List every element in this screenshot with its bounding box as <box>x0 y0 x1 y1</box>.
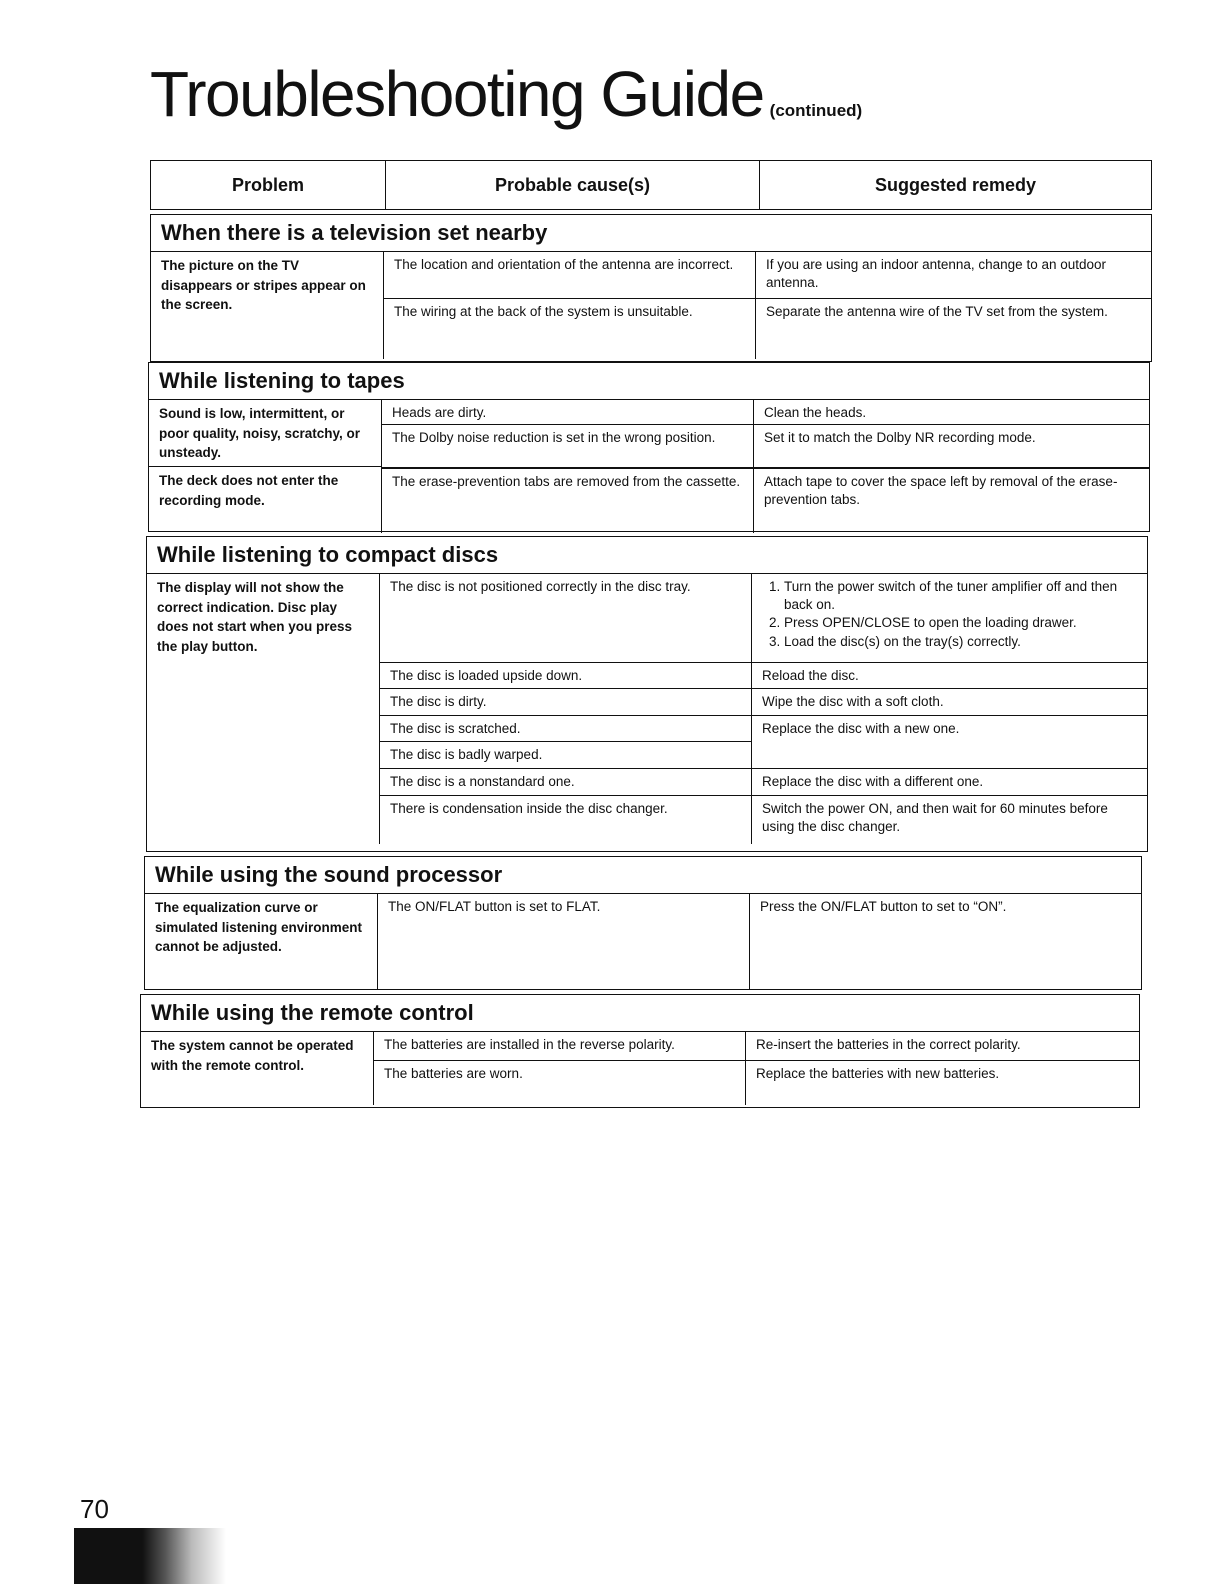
table-row <box>380 796 1147 844</box>
cause-cell: There is condensation inside the disc changer. <box>380 796 752 844</box>
section-body <box>145 894 1141 989</box>
remedy-cell: If you are using an indoor antenna, change to an outdoor antenna. <box>766 257 1107 291</box>
problem-text: The picture on the TV disappears or stripes appear on the screen. <box>161 258 366 313</box>
table-row <box>382 468 1149 533</box>
remedy-cell: Set it to match the Dolby NR recording mode. <box>764 430 1036 445</box>
column-header-problem: Problem <box>151 161 386 209</box>
cause-cell: The batteries are installed in the reverse polarity. <box>374 1032 746 1060</box>
remedy-cell: Replace the disc with a different one. <box>762 774 984 789</box>
table-row <box>380 716 1147 742</box>
table-row <box>380 769 1147 796</box>
section-television <box>150 214 1152 362</box>
problem-column <box>145 894 378 989</box>
table-row <box>382 400 1149 425</box>
section-title: While using the remote control <box>141 995 1139 1032</box>
cause-cell: Heads are dirty. <box>382 400 754 424</box>
column-header-remedy: Suggested remedy <box>874 174 1037 195</box>
remedy-steps <box>752 574 1147 662</box>
remedy-cell: Switch the power ON, and then wait for 60 minutes before using the disc changer. <box>762 801 1108 835</box>
problem-column <box>151 252 384 359</box>
remedy-cell: Clean the heads. <box>764 405 867 420</box>
problem-column <box>149 400 382 533</box>
section-body <box>147 574 1147 844</box>
table-row <box>380 689 1147 716</box>
remedy-cell: Separate the antenna wire of the TV set from the system. <box>766 304 1108 319</box>
remedy-cell: Reload the disc. <box>762 668 859 683</box>
section-body <box>151 252 1151 359</box>
problem-text: The system cannot be operated with the remote control. <box>151 1038 354 1073</box>
cause-cell: The disc is badly warped. <box>380 742 752 768</box>
problem-text: The deck does not enter the recording mode. <box>149 466 381 514</box>
remedy-cell: Wipe the disc with a soft cloth. <box>762 694 944 709</box>
table-row <box>374 1032 1139 1061</box>
remedy-cell: Attach tape to cover the space left by removal of the erase-prevention tabs. <box>764 474 1118 508</box>
cause-cell: The ON/FLAT button is set to FLAT. <box>378 894 750 989</box>
column-header-cause: Probable cause(s) <box>386 161 760 209</box>
table-row <box>384 252 1151 299</box>
cause-cell: The disc is a nonstandard one. <box>380 769 752 795</box>
cause-remedy-column <box>380 574 1147 844</box>
problem-column <box>147 574 380 844</box>
section-remote-control <box>140 994 1140 1108</box>
table-row <box>382 425 1149 468</box>
remedy-cell <box>752 742 1147 768</box>
column-header-row <box>150 160 1152 210</box>
cause-remedy-column <box>382 400 1149 533</box>
table-row <box>380 574 1147 663</box>
table-row <box>380 742 1147 769</box>
cause-cell: The wiring at the back of the system is unsuitable. <box>384 299 756 359</box>
remedy-cell: Press the ON/FLAT button to set to “ON”. <box>760 899 1007 914</box>
remedy-cell: Replace the batteries with new batteries. <box>756 1066 1000 1081</box>
section-sound-processor <box>144 856 1142 990</box>
cause-cell: The erase-prevention tabs are removed from the cassette. <box>382 469 754 533</box>
section-title: When there is a television set nearby <box>151 215 1151 252</box>
continued-label: (continued) <box>769 101 863 120</box>
table-row <box>374 1061 1139 1105</box>
problem-column <box>141 1032 374 1105</box>
cause-remedy-column <box>378 894 1141 989</box>
section-title: While listening to tapes <box>149 363 1149 400</box>
problem-text: Sound is low, intermittent, or poor quality, noisy, scratchy, or unsteady. <box>159 406 361 461</box>
page-corner-bar <box>74 1528 264 1584</box>
cause-cell: The batteries are worn. <box>374 1061 746 1105</box>
page-number: 70 <box>80 1494 109 1524</box>
cause-cell: The disc is scratched. <box>380 716 752 742</box>
remedy-cell: Replace the disc with a new one. <box>762 721 960 736</box>
cause-cell: The disc is loaded upside down. <box>380 663 752 688</box>
cause-cell: The location and orientation of the antenna are incorrect. <box>384 252 756 298</box>
cause-cell: The disc is dirty. <box>380 689 752 715</box>
table-row <box>378 894 1141 989</box>
section-title: While listening to compact discs <box>147 537 1147 574</box>
cause-remedy-column <box>384 252 1151 359</box>
section-title: While using the sound processor <box>145 857 1141 894</box>
section-tapes <box>148 362 1150 532</box>
section-compact-discs <box>146 536 1148 852</box>
remedy-step: 2. Press OPEN/CLOSE to open the loading drawer. <box>784 614 1137 632</box>
table-row <box>384 299 1151 359</box>
problem-text: The display will not show the correct indication. Disc play does not start when you press the play button. <box>157 580 353 654</box>
remedy-step: 1. Turn the power switch of the tuner amplifier off and then back on. <box>784 578 1137 614</box>
remedy-step: 3. Load the disc(s) on the tray(s) correctly. <box>784 633 1137 651</box>
table-row <box>380 663 1147 689</box>
section-body <box>141 1032 1139 1105</box>
page-title-text: Troubleshooting Guide <box>150 58 764 130</box>
remedy-cell: Re-insert the batteries in the correct polarity. <box>756 1037 1021 1052</box>
cause-remedy-column <box>374 1032 1139 1105</box>
cause-cell: The Dolby noise reduction is set in the wrong position. <box>382 425 754 467</box>
page-title <box>150 58 863 130</box>
problem-text: The equalization curve or simulated listening environment cannot be adjusted. <box>155 900 363 955</box>
section-body <box>149 400 1149 533</box>
cause-cell: The disc is not positioned correctly in the disc tray. <box>380 574 752 662</box>
